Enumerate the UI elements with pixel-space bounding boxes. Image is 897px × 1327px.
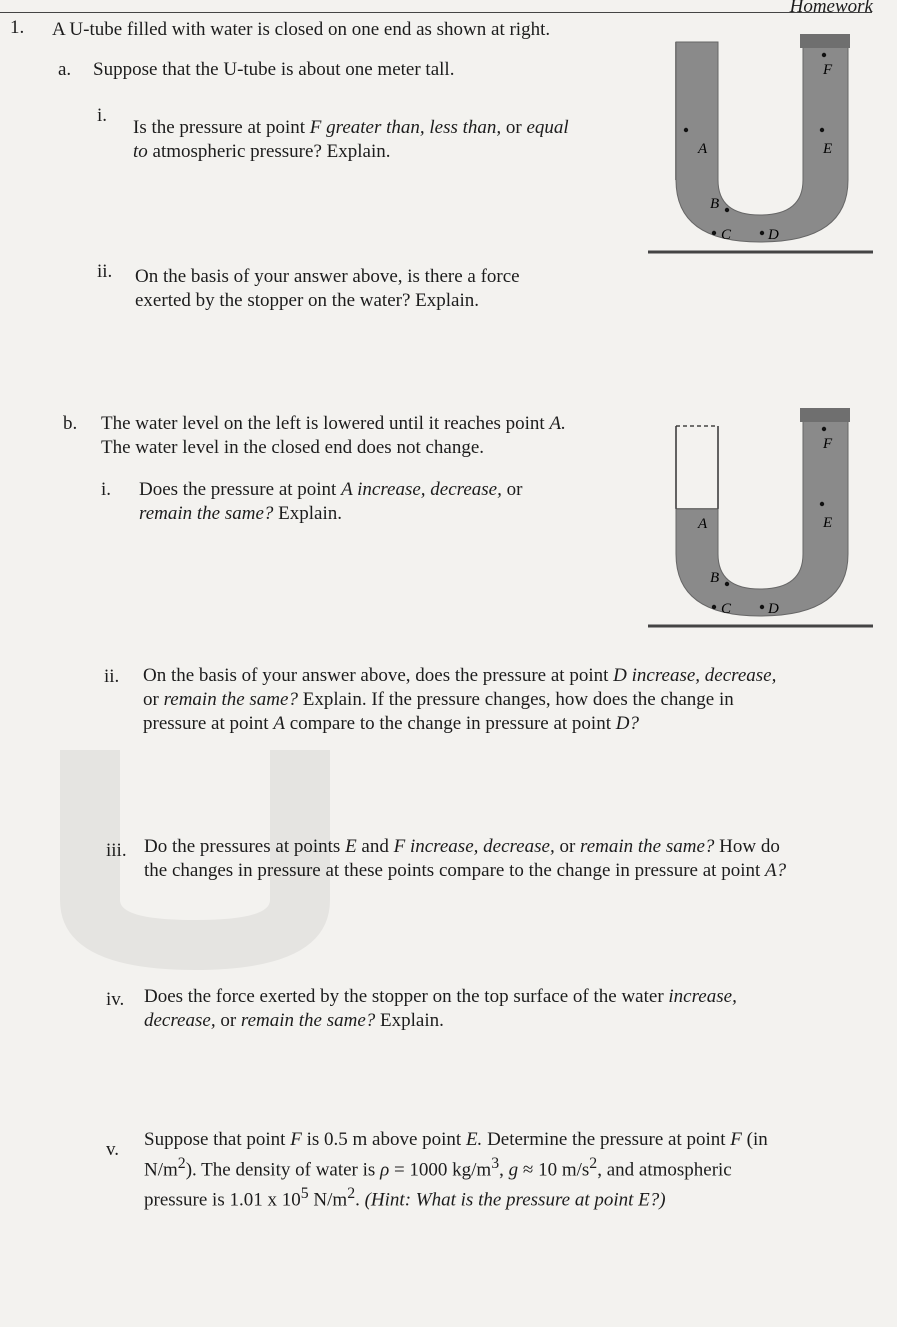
point-a-dot — [684, 128, 688, 132]
part-a-ii-text: On the basis of your answer above, is there a force exerted by the stopper on the water? Explain. — [135, 266, 520, 311]
point-c-dot — [712, 231, 716, 235]
stopper — [800, 34, 850, 48]
header-rule — [0, 12, 872, 13]
homework-label: Homework — [789, 0, 873, 17]
point-d-label: D — [768, 601, 779, 617]
part-b-iv-label: iv. — [106, 989, 125, 1010]
point-c-label: C — [721, 601, 732, 617]
point-f-label: F — [823, 436, 833, 452]
part-a-label: a. — [58, 59, 72, 80]
part-b-i-label: i. — [101, 479, 112, 500]
part-b-ii-text: On the basis of your answer above, does the pressure at point D increase, decrease, or remain the same? Explain. If the pressure changes, how does the change in pressure at point A compare to the change in pressure at point D? — [143, 665, 777, 734]
point-b-label: B — [710, 570, 720, 586]
part-b-v-text: Suppose that point F is 0.5 m above point E. Determine the pressure at point F (in $N/m^2$). The density of water is ρ = 1000 $kg/m^3$, g ≈ 10 $m/s^2$, and atmospheric pressure is 1.01 x $10^5$ $N/m^2$. (Hint: What is the pressure at point E?) — [144, 1129, 768, 1211]
point-f-dot — [822, 427, 826, 431]
point-c-dot — [712, 605, 716, 609]
point-b-label: B — [710, 196, 720, 212]
point-e-dot — [820, 502, 824, 506]
point-e-dot — [820, 128, 824, 132]
point-b-dot — [725, 582, 729, 586]
point-f-label: F — [823, 62, 833, 78]
point-d-label: D — [768, 227, 779, 243]
point-f-dot — [822, 53, 826, 57]
question-stem: A U-tube filled with water is closed on one end as shown at right. — [52, 19, 551, 40]
u-tube-diagram-full — [648, 30, 873, 265]
part-b-ii-label: ii. — [104, 666, 120, 687]
point-a-label: A — [698, 141, 708, 157]
point-d-dot — [760, 231, 764, 235]
part-b-text: The water level on the left is lowered until it reaches point A. The water level in the closed end does not change. — [101, 413, 566, 458]
part-a-text: Suppose that the U-tube is about one meter tall. — [93, 59, 455, 80]
part-b-label: b. — [63, 413, 78, 434]
point-b-dot — [725, 208, 729, 212]
point-e-label: E — [823, 141, 833, 157]
part-b-i-text: Does the pressure at point A increase, decrease, or remain the same? Explain. — [139, 479, 523, 524]
point-c-label: C — [721, 227, 732, 243]
part-b-iii-text: Do the pressures at points E and F increase, decrease, or remain the same? How do the changes in pressure at these points compare to the change in pressure at point A? — [144, 836, 787, 881]
part-a-ii-label: ii. — [97, 261, 113, 282]
part-b-iv-text: Does the force exerted by the stopper on the top surface of the water increase, decrease, or remain the same? Explain. — [144, 986, 737, 1031]
stopper — [800, 408, 850, 422]
part-a-i-text: Is the pressure at point F greater than, less than, or equal to atmospheric pressure? Explain. — [133, 117, 569, 162]
part-b-v-label: v. — [106, 1139, 120, 1160]
question-number: 1. — [10, 17, 25, 38]
part-a-i-label: i. — [97, 105, 108, 126]
point-a-label: A — [698, 516, 708, 532]
part-b-iii-label: iii. — [106, 840, 127, 861]
point-d-dot — [760, 605, 764, 609]
u-tube-diagram-lowered — [648, 404, 873, 639]
point-e-label: E — [823, 515, 833, 531]
